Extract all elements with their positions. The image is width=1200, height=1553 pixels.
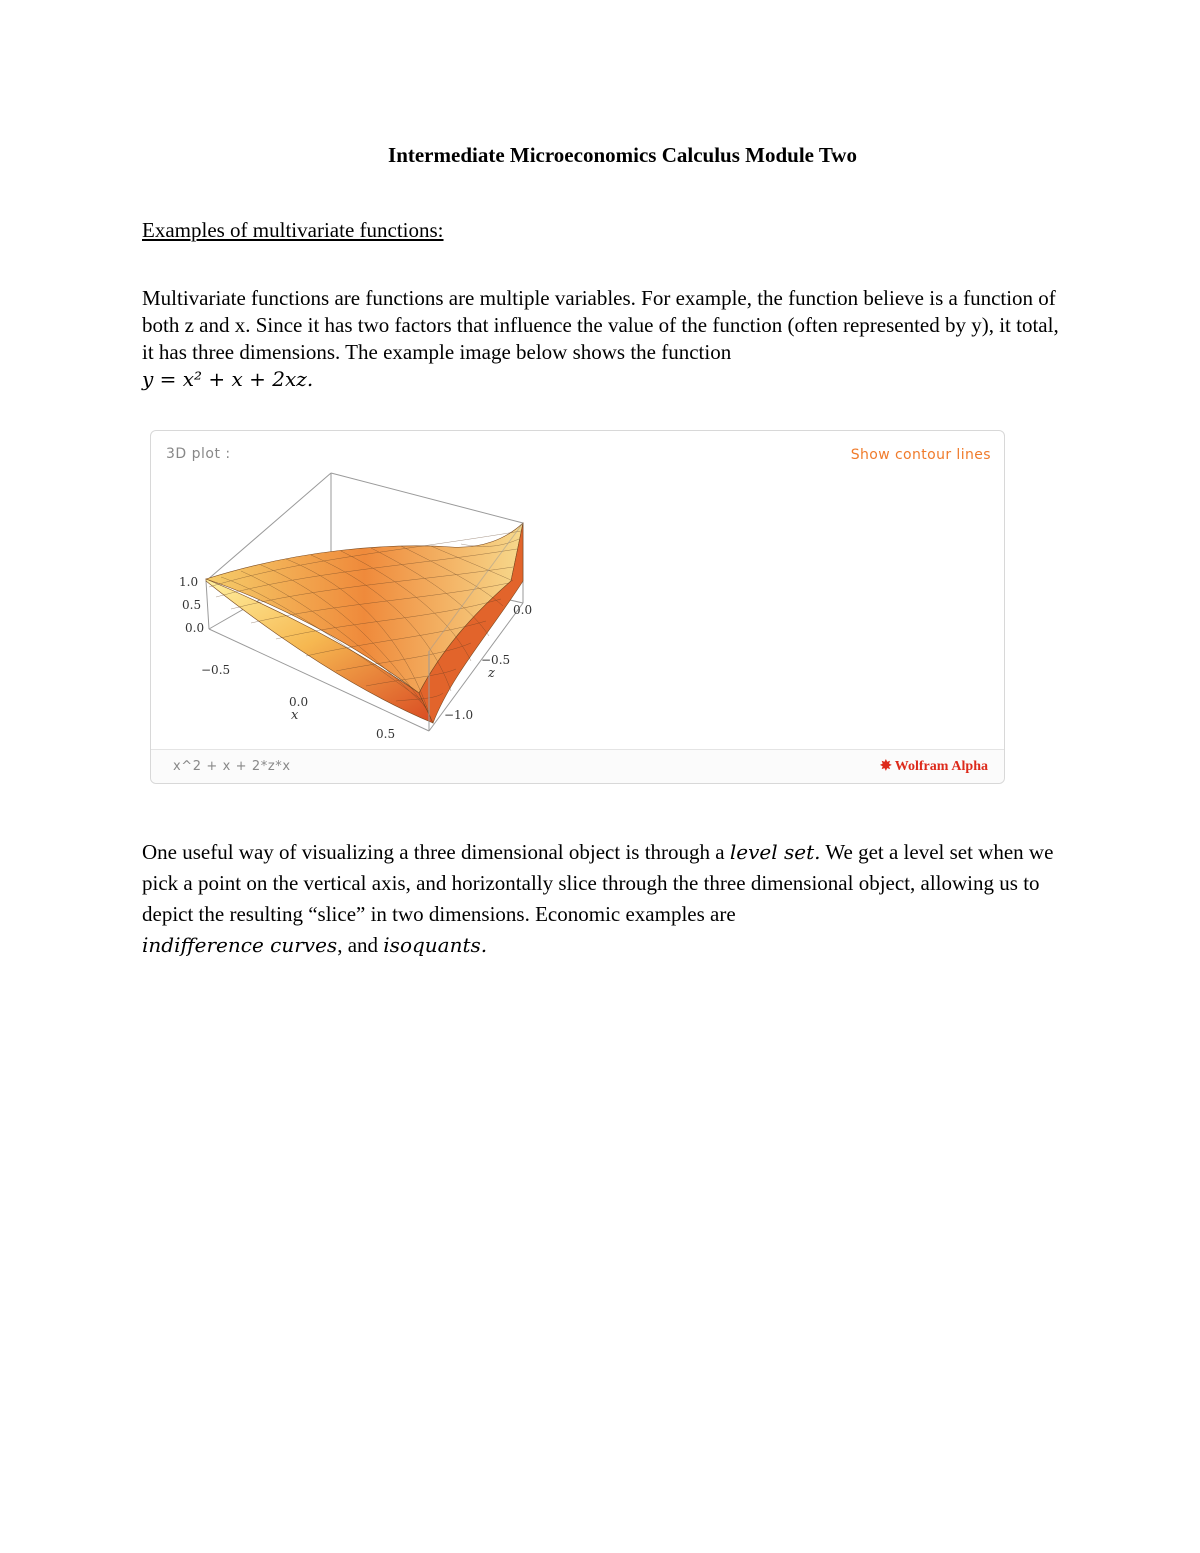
- tick-x-3: 0.5: [376, 727, 396, 741]
- paragraph-text: Multivariate functions are functions are multiple variables. For example, the function believe is a function of both z and x. Since it has two factors that influence the value of the function (often represented by y), it total, it has three dimensions. The example image below shows the function: [142, 286, 1059, 364]
- document-title: Intermediate Microeconomics Calculus Module Two: [388, 143, 857, 167]
- tick-z-3: −1.0: [444, 708, 474, 722]
- section-heading: Examples of multivariate functions:: [142, 218, 444, 242]
- brand-alpha: Alpha: [951, 758, 988, 774]
- wolfram-plot-widget: [150, 430, 1005, 784]
- term-level-set: level set.: [729, 840, 821, 864]
- plot-label: 3D plot :: [166, 446, 231, 462]
- paragraph-multivariate: [142, 285, 1062, 393]
- tick-y-1: 1.0: [179, 575, 199, 589]
- tick-x-1: −0.5: [201, 663, 231, 677]
- p2-part2: We get a level set when we pick a point on the vertical axis, and horizontally slice through the three dimensional object, allowing us to depict the resulting “slice” in two dimensions. Economic examples are: [142, 840, 1054, 926]
- tick-y-2: 0.5: [182, 598, 202, 612]
- tick-x-2: 0.0: [289, 695, 309, 709]
- tick-z-1: 0.0: [513, 603, 533, 617]
- surface-plot: [151, 431, 1006, 751]
- p2-part1: One useful way of visualizing a three dimensional object is through a: [142, 840, 725, 864]
- brand-wolfram: Wolfram: [894, 758, 949, 774]
- show-contour-lines-link[interactable]: Show contour lines: [850, 447, 991, 463]
- axis-label-z: z: [488, 666, 495, 681]
- term-indifference-curves: indifference curves: [142, 933, 338, 957]
- term-isoquants: isoquants.: [383, 933, 488, 957]
- wolfram-star-icon: ✸: [880, 759, 892, 774]
- equation: y = x² + x + 2xz.: [142, 367, 314, 391]
- tick-y-3: 0.0: [185, 621, 205, 635]
- tick-z-2: −0.5: [481, 653, 511, 667]
- paragraph-level-set: [142, 837, 1062, 961]
- query-text: x^2 + x + 2*z*x: [173, 759, 291, 774]
- wolframalpha-logo[interactable]: [880, 758, 988, 775]
- plot-footer: [151, 749, 1004, 783]
- p2-part3: , and: [337, 933, 379, 957]
- axis-label-x: x: [291, 708, 299, 723]
